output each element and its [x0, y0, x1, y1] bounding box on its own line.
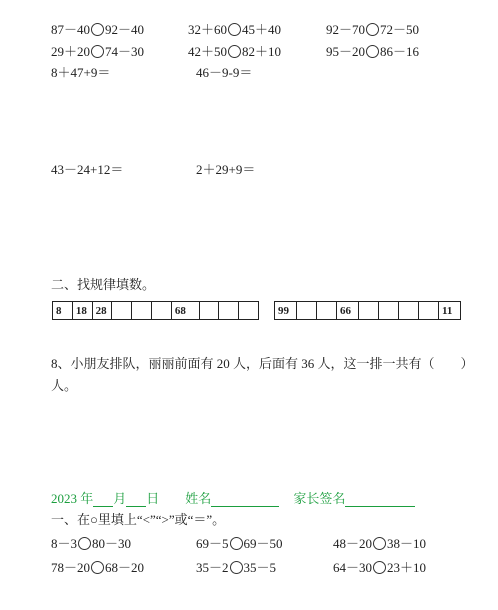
answer-circle[interactable] [228, 45, 241, 58]
answer-circle[interactable] [91, 561, 104, 574]
name-label: 姓名 [185, 491, 212, 506]
compare-item [51, 44, 144, 60]
sequence-cell[interactable] [152, 302, 172, 319]
answer-circle[interactable] [373, 537, 386, 550]
word-problem-line: 人。 [51, 378, 78, 393]
sequence-cell: 18 [73, 302, 93, 319]
parent-signature-label: 家长签名 [293, 491, 346, 506]
sequence-cell[interactable] [219, 302, 239, 319]
answer-circle[interactable] [366, 23, 379, 36]
expr-right: 86－16 [380, 44, 420, 59]
answer-circle[interactable] [230, 537, 243, 550]
sequence-cell[interactable] [239, 302, 258, 319]
expr-left: 48－20 [333, 536, 373, 551]
expr-left: 35－2 [196, 560, 229, 575]
compare-item [51, 22, 144, 38]
answer-circle[interactable] [91, 23, 104, 36]
sequence-cell: 99 [275, 302, 297, 319]
expr-right: 92－40 [105, 22, 145, 37]
expr-left: 92－70 [326, 22, 366, 37]
sequence-cell[interactable] [359, 302, 379, 319]
sequence-cell: 28 [93, 302, 113, 319]
expr-right: 80－30 [92, 536, 132, 551]
expr-right: 45＋40 [242, 22, 282, 37]
expr-left: 32＋60 [188, 22, 228, 37]
day-blank[interactable] [126, 492, 146, 507]
calc-problem: 43－24+12＝ [51, 162, 124, 177]
calc-problem: 8＋47+9＝ [51, 65, 111, 80]
expr-right: 35－5 [243, 560, 277, 575]
name-blank[interactable] [211, 492, 279, 507]
expr-right: 82＋10 [242, 44, 282, 59]
compare-item [326, 22, 419, 38]
month-label: 月 [113, 491, 127, 506]
expr-right: 23＋10 [387, 560, 427, 575]
expr-left: 29＋20 [51, 44, 91, 59]
sequence-cell[interactable] [419, 302, 439, 319]
section-heading: 二、找规律填数。 [51, 277, 156, 292]
compare-item [51, 560, 144, 576]
day-label: 日 [146, 491, 160, 506]
expr-right: 68－20 [105, 560, 145, 575]
compare-item [333, 536, 426, 552]
date-name-line [51, 491, 415, 507]
sequence-cell[interactable] [200, 302, 220, 319]
expr-left: 78－20 [51, 560, 91, 575]
expr-right: 72－50 [380, 22, 420, 37]
sequence-cell: 68 [172, 302, 200, 319]
sequence-cell: 8 [53, 302, 73, 319]
sequence-cell[interactable] [297, 302, 317, 319]
answer-circle[interactable] [373, 561, 386, 574]
expr-left: 8－3 [51, 536, 78, 551]
compare-item [188, 22, 281, 38]
parent-signature-blank[interactable] [345, 492, 415, 507]
sequence-cell[interactable] [317, 302, 337, 319]
expr-right: 69－50 [243, 536, 283, 551]
section-heading: 一、在○里填上“<”“>”或“＝”。 [51, 512, 226, 527]
expr-left: 69－5 [196, 536, 229, 551]
sequence-cell: 11 [442, 304, 453, 317]
sequence-cell[interactable] [132, 302, 152, 319]
calc-problem: 2＋29+9＝ [196, 162, 256, 177]
sequence-cell[interactable] [112, 302, 132, 319]
compare-item [51, 536, 131, 552]
compare-item [196, 560, 276, 576]
word-problem-line: 8、小朋友排队，丽丽前面有 20 人，后面有 36 人，这一排一共有（ ） [51, 356, 474, 371]
sequence-cell[interactable] [399, 302, 419, 319]
sequence-cell[interactable] [379, 302, 399, 319]
compare-item [196, 536, 283, 552]
expr-right: 74－30 [105, 44, 145, 59]
expr-right: 38－10 [387, 536, 427, 551]
answer-circle[interactable] [366, 45, 379, 58]
expr-left: 64－30 [333, 560, 373, 575]
answer-circle[interactable] [78, 537, 91, 550]
sequence-cell: 66 [337, 302, 359, 319]
year-label: 2023 年 [51, 491, 94, 506]
answer-circle[interactable] [91, 45, 104, 58]
compare-item [326, 44, 419, 60]
answer-circle[interactable] [230, 561, 243, 574]
number-sequence-2 [274, 301, 461, 320]
expr-left: 87－40 [51, 22, 91, 37]
number-sequence-1 [52, 301, 259, 320]
calc-problem: 46－9-9＝ [196, 65, 253, 80]
compare-item [188, 44, 281, 60]
month-blank[interactable] [93, 492, 113, 507]
expr-left: 42＋50 [188, 44, 228, 59]
expr-left: 95－20 [326, 44, 366, 59]
compare-item [333, 560, 426, 576]
answer-circle[interactable] [228, 23, 241, 36]
